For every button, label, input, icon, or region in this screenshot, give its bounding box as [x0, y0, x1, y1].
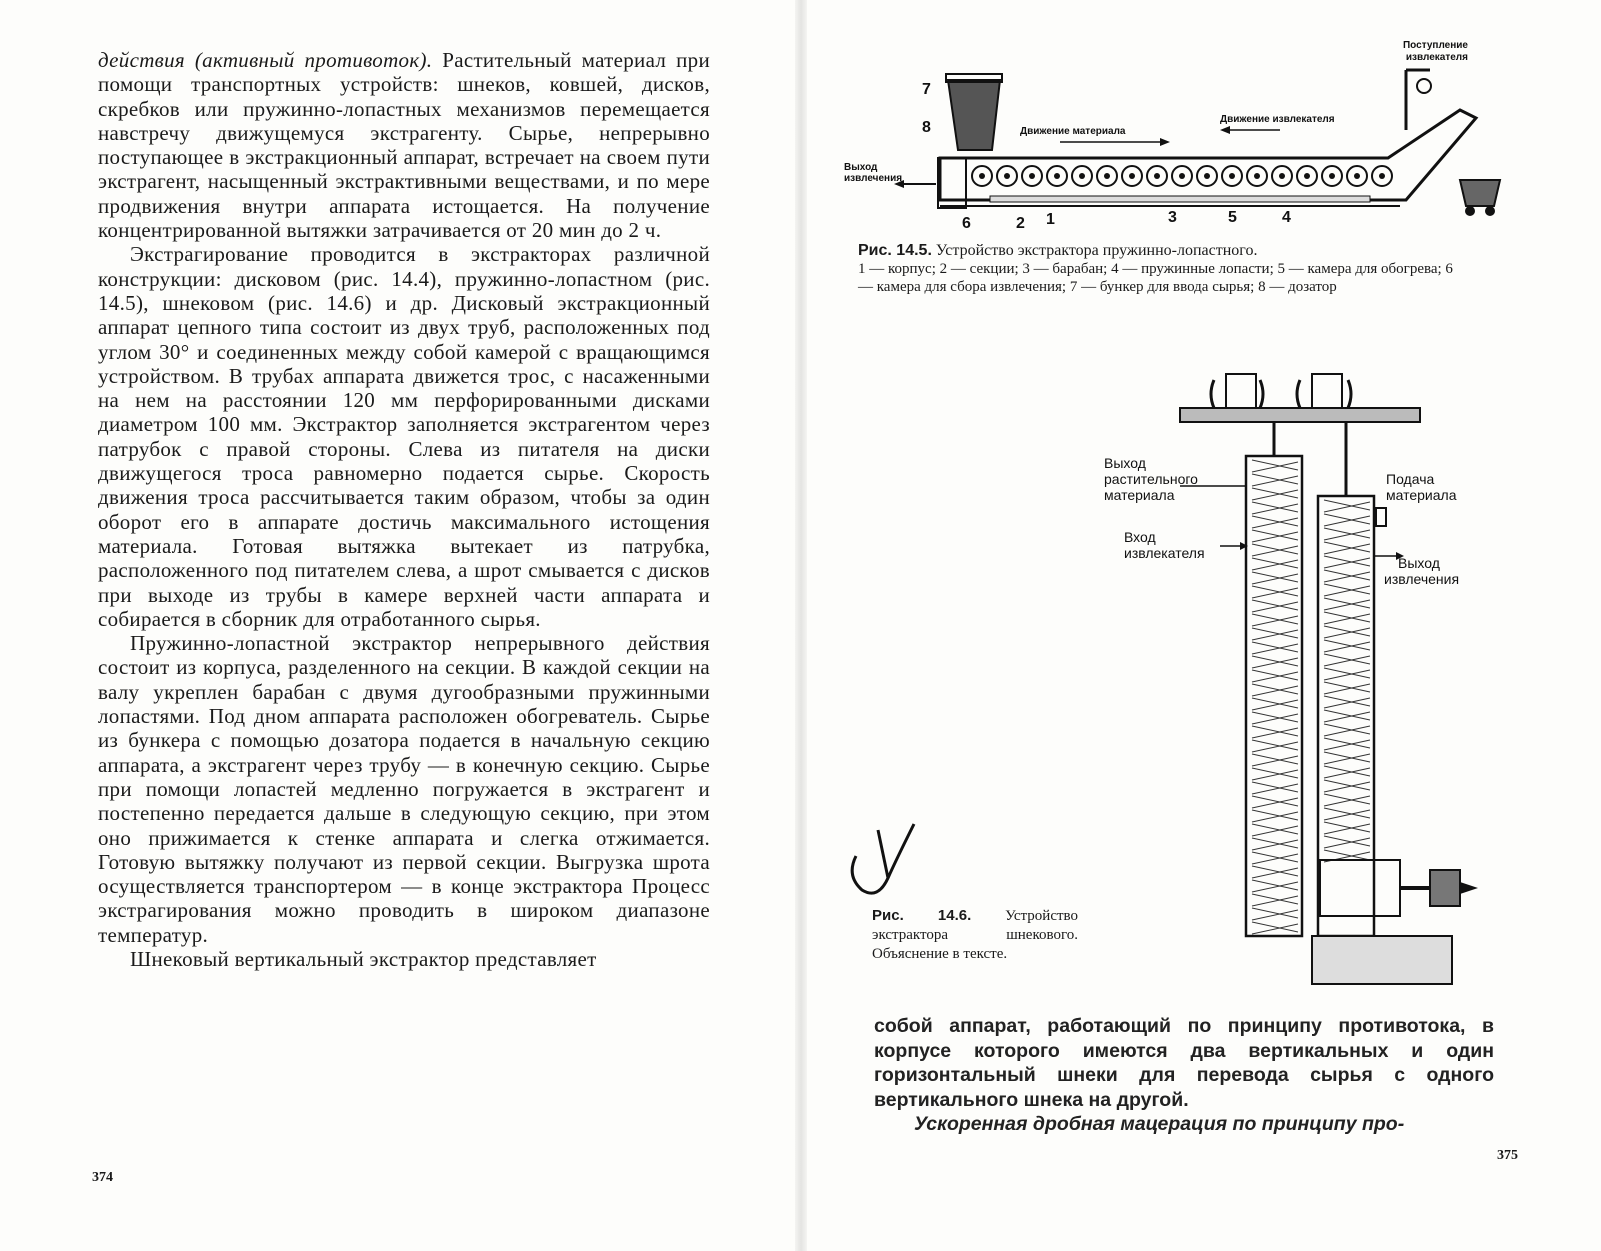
drum-hub	[1104, 173, 1110, 179]
spiral-segment	[1324, 696, 1370, 708]
spiral-segment	[1324, 514, 1370, 526]
drum-hub	[1304, 173, 1310, 179]
spiral-segment	[1252, 684, 1298, 696]
paragraph: Пружинно-лопастной экстрактор непрерывного действия состоит из корпуса, разделенного на секции. В каждой секции на валу укреплен барабан с двумя дугообразными пружинными лопастями. Под дном аппарата расположен обогреватель. Сырье из бункера с помощью дозатора подается в начальную секцию аппарата, а экстрагент через трубу — в конечную секцию. Сырье при помощи лопастей медленно погружается в экстрагент и постепенно передается дальше в следующую секцию, при этом оно прижимается к стенке аппарата и слегка отжимается. Готовую вытяжку получают из первой секции. Выгрузка шрота осуществляется транспортером — в конце экстрактора Процесс экстрагирования можно проводить в широком диапазоне температур.	[98, 631, 710, 947]
paragraph: собой аппарат, работающий по принципу противотока, в корпусе которого имеются два вертикальных и один горизонтальный шнеки для перевода сырья с одного вертикального шнека на другой.	[874, 1015, 1494, 1111]
spiral-segment	[1252, 572, 1298, 584]
figure-14-5-caption	[858, 242, 1470, 296]
label-plant-outlet-2: растительного	[1104, 471, 1198, 487]
spiral-segment	[1324, 766, 1370, 778]
label-material-motion: Движение материала	[1020, 126, 1126, 137]
spiral-segment	[1252, 922, 1298, 934]
drum-hub	[1204, 173, 1210, 179]
spiral-segment	[1324, 640, 1370, 652]
drum-hub	[1354, 173, 1360, 179]
spiral-segment	[1252, 740, 1298, 752]
spiral-segment	[1252, 558, 1298, 570]
paragraph: Экстрагирование проводится в экстракторах различной конструкции: дисковом (рис. 14.4), пружинно-лопастном (рис. 14.5), шнековом (рис. 14.6) и др. Дисковый экстракционный аппарат цепного типа состоит из двух труб, расположенных под углом 30° и соединенных между собой камерой с вращающимся устройством. В трубах аппарата движется трос, с насаженными на нем на расстоянии 120 мм перфорированными дисками диаметром 100 мм. Экстрактор заполняется экстрагентом через патрубок с правой стороны. Слева из питателя на диски движущегося троса равномерно подается сырье. Скорость движения троса рассчитывается таким образом, чтобы за один оборот его в аппарате достичь максимального истощения материала. Готовая вытяжка вытекает из патрубка, расположенного под питателем слева, а шрот смывается с дисков при выходе из трубы в камере верхней части аппарата и собирается в сборник для отработанного сырья.	[98, 242, 710, 631]
caption-legend: 1 — корпус; 2 — секции; 3 — барабан; 4 — пружинные лопасти; 5 — камера для обогрева; 6 — камера для сбора извлечения; 7 — бункер для ввода сырья; 8 — дозатор	[858, 261, 1453, 295]
spiral-segment	[1252, 698, 1298, 710]
spiral-segment	[1252, 768, 1298, 780]
label-n7: 7	[922, 81, 931, 98]
spiral-segment	[1324, 626, 1370, 638]
spiral-segment	[1252, 544, 1298, 556]
spiral-segment	[1252, 642, 1298, 654]
label-n2: 2	[1016, 215, 1025, 232]
drums-group	[972, 166, 1392, 186]
paragraph: Ускоренная дробная мацерация по принципу про-	[914, 1113, 1405, 1135]
top-motor-right	[1312, 374, 1342, 408]
spiral-segment	[1324, 528, 1370, 540]
spiral-segment	[1252, 614, 1298, 626]
label-feed-2: материала	[1386, 487, 1457, 503]
spiral-segment	[1252, 908, 1298, 920]
spiral-segment	[1324, 724, 1370, 736]
drum-hub	[1154, 173, 1160, 179]
spiral-segment	[1324, 822, 1370, 834]
horizontal-screw-housing	[1320, 860, 1400, 916]
label-inlet-line1: Поступление	[1402, 40, 1468, 51]
caption-label: Рис. 14.6.	[872, 907, 972, 924]
drive-motor	[1430, 870, 1460, 906]
label-outlet-line2: извлечения	[844, 173, 903, 184]
spiral-segment	[1252, 754, 1298, 766]
handwritten-mark	[844, 820, 924, 900]
spiral-segment	[1324, 542, 1370, 554]
spiral-segment	[1324, 682, 1370, 694]
spiral-segment	[1252, 838, 1298, 850]
spiral-segment	[1252, 628, 1298, 640]
drum-hub	[1029, 173, 1035, 179]
spiral-segment	[1252, 600, 1298, 612]
paragraph: Шнековый вертикальный экстрактор представляет	[130, 946, 597, 971]
drum-hub	[1129, 173, 1135, 179]
drum-hub	[1179, 173, 1185, 179]
label-n5: 5	[1228, 209, 1237, 226]
spiral-segment	[1324, 738, 1370, 750]
figure-14-5-diagram	[840, 30, 1530, 240]
pump-wheel	[1417, 79, 1431, 93]
drum-hub	[1379, 173, 1385, 179]
spiral-segment	[1324, 612, 1370, 624]
label-outlet-line1: Выход	[844, 162, 878, 173]
page-number: 374	[92, 1170, 113, 1185]
spiral-segment	[1324, 710, 1370, 722]
spiral-segment	[1252, 782, 1298, 794]
spiral-segment	[1324, 556, 1370, 568]
spiral-segment	[1252, 894, 1298, 906]
label-extractant-motion: Движение извлекателя	[1220, 114, 1335, 125]
spiral-segment	[1324, 836, 1370, 848]
spiral-segment	[1324, 808, 1370, 820]
drive-end	[1460, 882, 1478, 894]
spiral-segment	[1252, 530, 1298, 542]
spiral-segment	[1252, 712, 1298, 724]
material-arrowhead	[1160, 138, 1170, 146]
spiral-segment	[1252, 796, 1298, 808]
spiral-segment	[1252, 810, 1298, 822]
drum-hub	[1054, 173, 1060, 179]
screw-spirals	[1252, 460, 1370, 934]
spiral-segment	[1252, 586, 1298, 598]
label-extract-outlet-1: Выход	[1398, 555, 1440, 571]
paragraph	[98, 48, 710, 242]
spiral-segment	[1252, 488, 1298, 500]
label-n3: 3	[1168, 209, 1177, 226]
left-page	[0, 0, 800, 1251]
label-extract-outlet-2: извлечения	[1384, 571, 1460, 587]
caption-text: Устройство экстрактора шнекового. Объяснение в тексте.	[872, 908, 1079, 962]
italic-lead: действия (активный противоток).	[98, 48, 433, 72]
caption-title-line	[858, 242, 1470, 260]
left-column	[1246, 456, 1302, 936]
extractant-arrowhead	[1220, 126, 1230, 134]
figure-14-6-diagram	[1100, 360, 1520, 1000]
drum-hub	[1279, 173, 1285, 179]
spiral-segment	[1252, 460, 1298, 472]
spiral-segment	[1252, 502, 1298, 514]
paragraph-text: Растительный материал при помощи транспортных устройств: шнеков, ковшей, дисков, скребков или пружинно-лопастных механизмов перемещается навстречу движущемуся экстрагенту. Сырье, непрерывно поступающее в экстракционный аппарат, встречает на своем пути экстрагент, насыщенный экстрактивными веществами, и по мере продвижения внутри аппарата истощается. На получение концентрированной вытяжки затрачивается от 20 мин до 2 ч.	[98, 48, 710, 243]
spiral-segment	[1324, 668, 1370, 680]
drum-hub	[1004, 173, 1010, 179]
waste-cart	[1460, 180, 1500, 206]
caption-label: Рис. 14.5.	[858, 242, 932, 259]
spiral-segment	[1324, 584, 1370, 596]
spiral-segment	[1252, 866, 1298, 878]
label-n6: 6	[962, 215, 971, 232]
caption-title: Устройство экстрактора пружинно-лопастного.	[935, 242, 1258, 259]
spiral-segment	[1252, 516, 1298, 528]
drum-hub	[1329, 173, 1335, 179]
figure-14-6-caption	[872, 906, 1078, 964]
heating-chamber	[990, 196, 1370, 202]
label-plant-outlet-3: материала	[1104, 487, 1175, 503]
drum-hub	[1079, 173, 1085, 179]
feed-port	[1376, 508, 1386, 526]
spiral-segment	[1252, 726, 1298, 738]
label-extractant-inlet-1: Вход	[1124, 529, 1156, 545]
spiral-segment	[1324, 570, 1370, 582]
spiral-segment	[1324, 654, 1370, 666]
drum-hub	[979, 173, 985, 179]
left-body-text	[98, 48, 710, 971]
spiral-segment	[1252, 670, 1298, 682]
drum-hub	[1254, 173, 1260, 179]
top-motor-left	[1226, 374, 1256, 408]
spiral-segment	[1252, 656, 1298, 668]
drum-hub	[1229, 173, 1235, 179]
right-body-text	[874, 1014, 1494, 1137]
label-feed-1: Подача	[1386, 471, 1435, 487]
spiral-segment	[1252, 852, 1298, 864]
right-page	[800, 0, 1601, 1251]
spiral-segment	[1252, 824, 1298, 836]
spiral-segment	[1252, 880, 1298, 892]
top-beam	[1180, 408, 1420, 422]
page-number: 375	[1497, 1148, 1518, 1163]
spiral-segment	[1324, 752, 1370, 764]
label-extractant-inlet-2: извлекателя	[1124, 545, 1205, 561]
label-inlet-line2: извлекателя	[1405, 52, 1468, 63]
cart-wheel	[1485, 206, 1495, 216]
spiral-segment	[1324, 598, 1370, 610]
label-n8: 8	[922, 119, 931, 136]
check-stroke-2	[878, 830, 888, 878]
label-n4: 4	[1282, 209, 1291, 226]
label-n1: 1	[1046, 211, 1055, 228]
cart-wheel	[1465, 206, 1475, 216]
label-plant-outlet-1: Выход	[1104, 455, 1146, 471]
spiral-segment	[1252, 474, 1298, 486]
spiral-segment	[1324, 500, 1370, 512]
right-column	[1318, 496, 1374, 936]
spiral-segment	[1324, 780, 1370, 792]
spiral-segment	[1324, 794, 1370, 806]
base-platform	[1312, 936, 1452, 984]
hopper-shape	[948, 80, 1000, 150]
